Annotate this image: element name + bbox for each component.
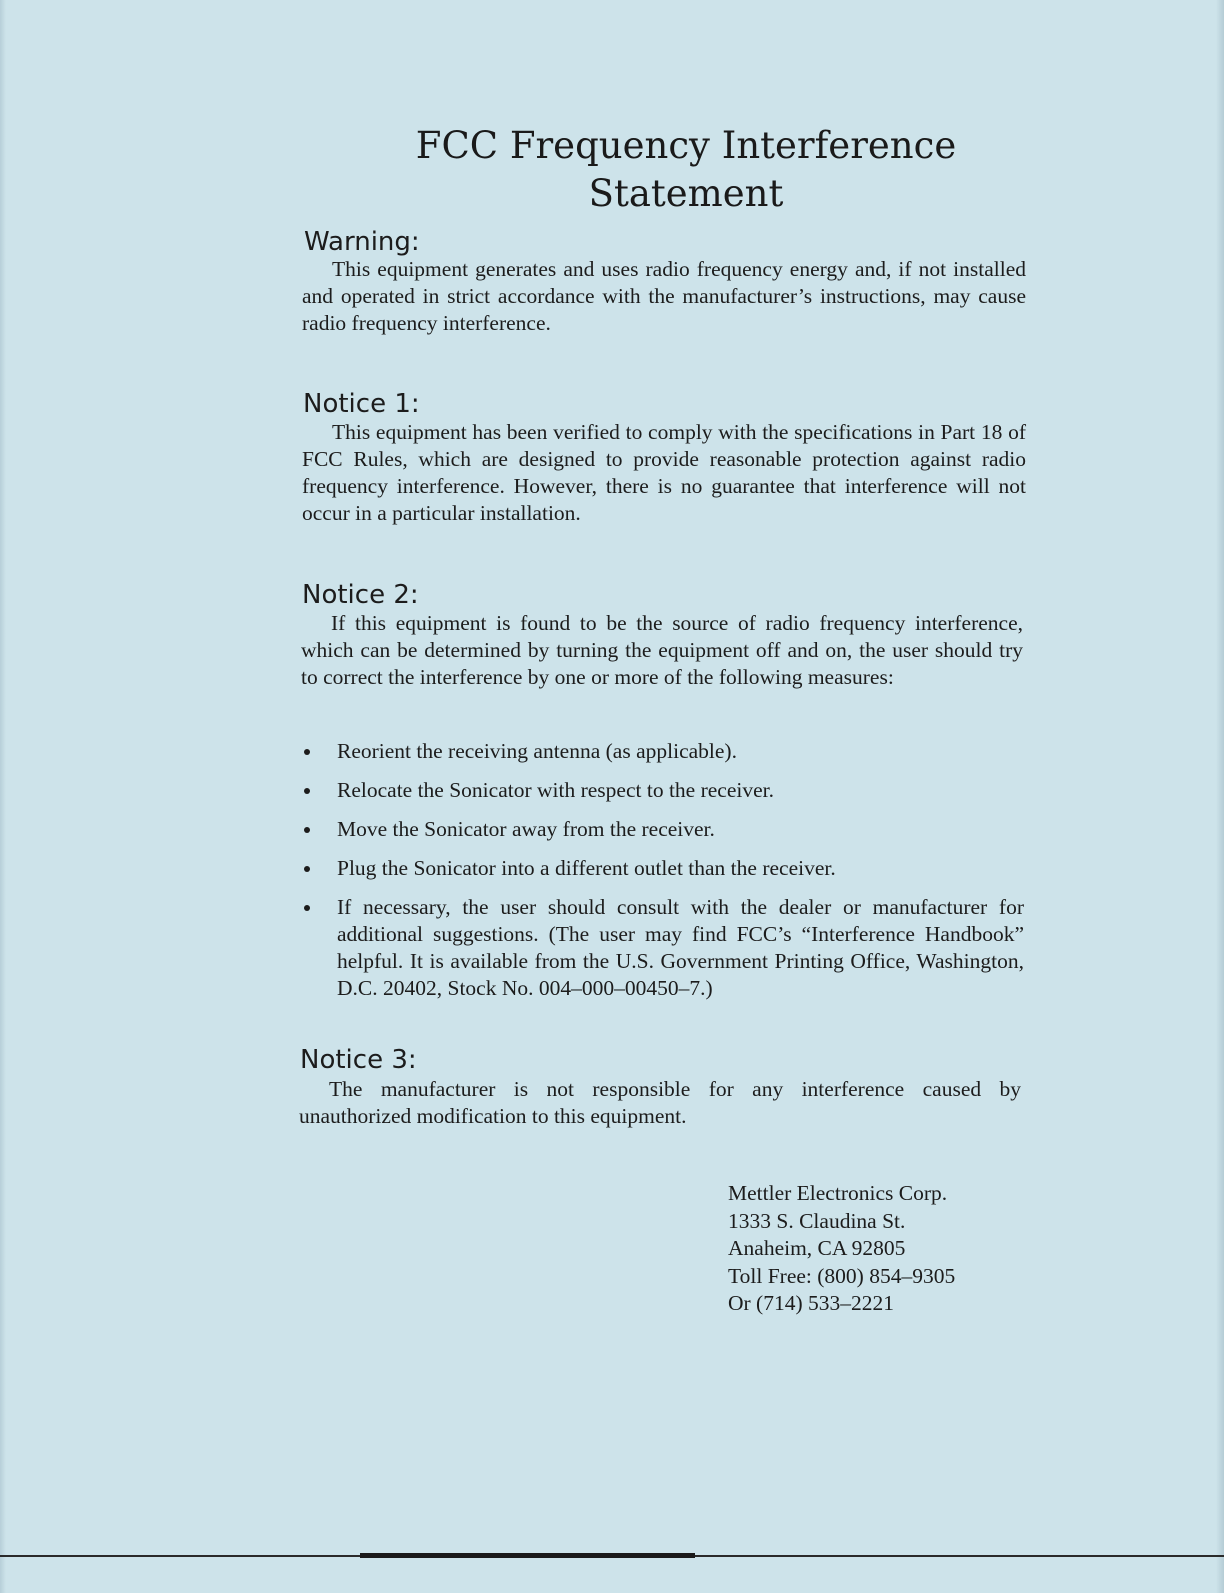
company-address xyxy=(728,1180,1048,1318)
alt-phone: Or (714) 533–2221 xyxy=(728,1291,895,1315)
city-state-zip: Anaheim, CA 92805 xyxy=(728,1236,906,1260)
bullet-icon xyxy=(304,905,310,911)
title-line-2: Statement xyxy=(588,172,784,215)
measure-text: Reorient the receiving antenna (as applicable). xyxy=(337,739,737,763)
bullet-icon xyxy=(304,749,310,755)
list-item xyxy=(302,855,1024,882)
list-item xyxy=(302,738,1024,765)
page-title xyxy=(300,122,1072,218)
bullet-icon xyxy=(304,788,310,794)
measure-text: If necessary, the user should consult with the dealer or manufacturer for additional suggestions. (The user may find FCC’s “Interference Handbook” helpful. It is available from the U.S. Government Printing Office, Washington, D.C. 20402, Stock No. 004–000–00450–7.) xyxy=(337,895,1024,1000)
measure-text: Move the Sonicator away from the receiver. xyxy=(337,817,715,841)
list-item xyxy=(302,816,1024,843)
list-item xyxy=(302,894,1024,1002)
notice-2-text: If this equipment is found to be the source of radio frequency interference, which can be determined by turning the equipment off and on, the user should try to correct the interference by one or more of the following measures: xyxy=(301,611,1023,689)
notice-3-heading: Notice 3: xyxy=(300,1045,417,1075)
warning-text: This equipment generates and uses radio frequency energy and, if not installed and operated in strict accordance with the manufacturer’s instructions, may cause radio frequency interference. xyxy=(302,257,1026,335)
page-edge-right xyxy=(1216,0,1224,1593)
bullet-icon xyxy=(304,827,310,833)
title-line-1: FCC Frequency Interference xyxy=(415,124,957,167)
company-name: Mettler Electronics Corp. xyxy=(728,1181,948,1205)
measure-text: Plug the Sonicator into a different outlet than the receiver. xyxy=(337,856,836,880)
list-item xyxy=(302,777,1024,804)
notice-2-heading: Notice 2: xyxy=(302,580,419,610)
bullet-icon xyxy=(304,866,310,872)
measures-list xyxy=(302,738,1024,1014)
warning-heading: Warning: xyxy=(304,227,420,257)
toll-free-phone: Toll Free: (800) 854–9305 xyxy=(728,1263,956,1288)
bottom-rule-accent xyxy=(360,1553,695,1558)
notice-1-heading: Notice 1: xyxy=(303,389,420,419)
notice-3-text: The manufacturer is not responsible for any interference caused by unauthorized modification to this equipment. xyxy=(299,1077,1021,1128)
notice-1-text: This equipment has been verified to comply with the specifications in Part 18 of FCC Rules, which are designed to provide reasonable protection against radio frequency interference. However, there is no guarantee that interference will not occur in a particular installation. xyxy=(302,420,1026,525)
street-address: 1333 S. Claudina St. xyxy=(728,1208,906,1233)
page-edge-left xyxy=(0,0,6,1593)
measure-text: Relocate the Sonicator with respect to the receiver. xyxy=(337,778,774,802)
